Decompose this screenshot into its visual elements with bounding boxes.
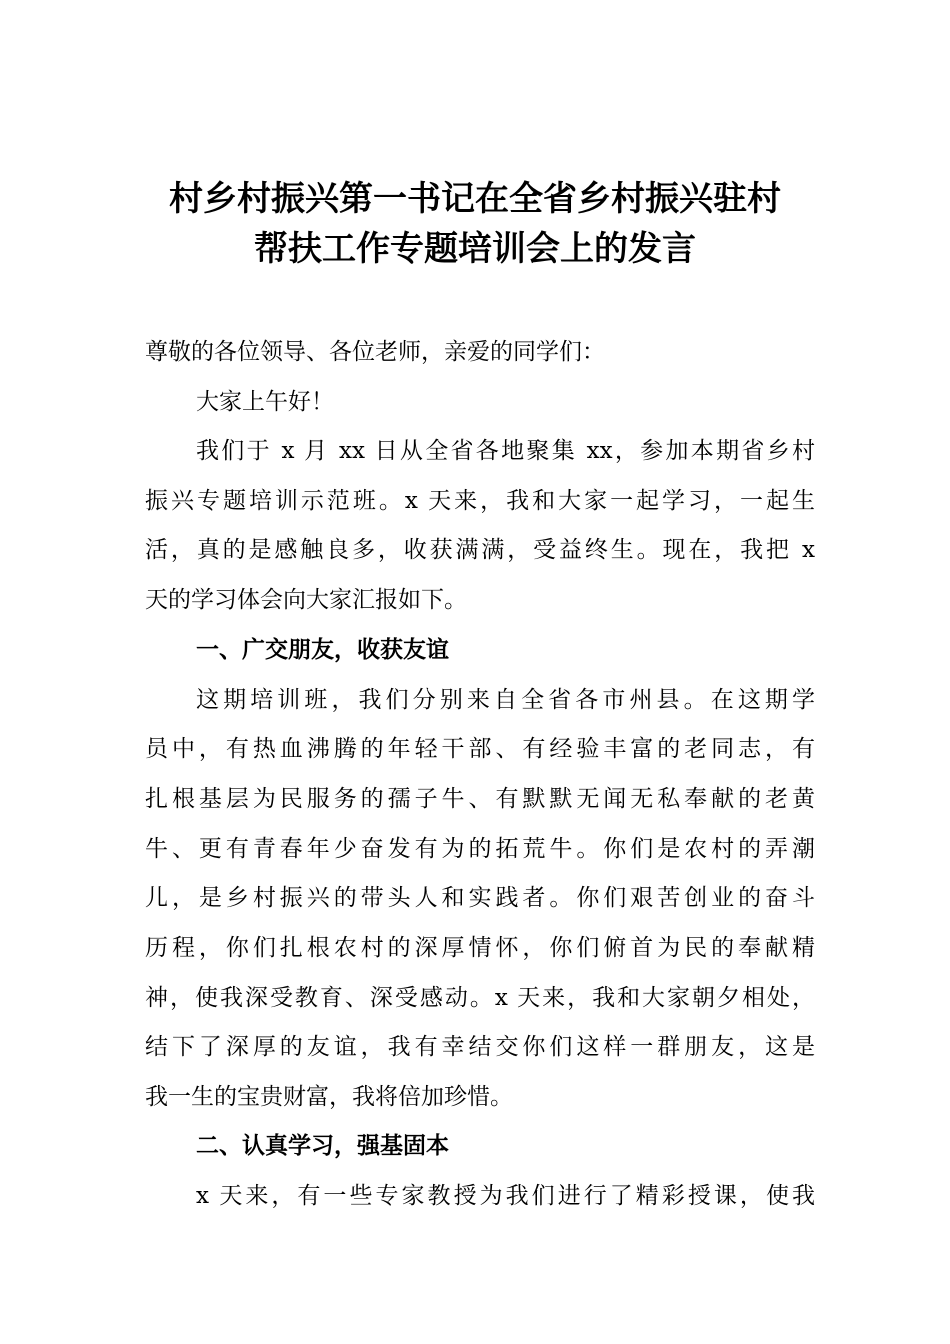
paragraph-line: 员中，有热血沸腾的年轻干部、有经验丰富的老同志，有 bbox=[145, 736, 815, 762]
paragraph-line: 神，使我深受教育、深受感动。x 天来，我和大家朝夕相处， bbox=[145, 985, 815, 1011]
paragraph-line: 扎根基层为民服务的孺子牛、有默默无闻无私奉献的老黄 bbox=[145, 786, 815, 812]
paragraph-line: 历程，你们扎根农村的深厚情怀，你们俯首为民的奉献精 bbox=[145, 935, 815, 961]
paragraph-line: 儿，是乡村振兴的带头人和实践者。你们艰苦创业的奋斗 bbox=[145, 885, 815, 911]
paragraph-line: 振兴专题培训示范班。x 天来，我和大家一起学习，一起生 bbox=[145, 488, 815, 514]
document-title-line-1: 村乡村振兴第一书记在全省乡村振兴驻村 bbox=[169, 179, 781, 219]
paragraph-line: 我一生的宝贵财富，我将倍加珍惜。 bbox=[145, 1084, 513, 1110]
paragraph-line: 结下了深厚的友谊，我有幸结交你们这样一群朋友，这是 bbox=[145, 1034, 815, 1060]
section-heading: 二、认真学习，强基固本 bbox=[196, 1133, 449, 1159]
greeting: 大家上午好！ bbox=[196, 389, 334, 415]
paragraph-line: 天的学习体会向大家汇报如下。 bbox=[145, 587, 467, 613]
section-heading: 一、广交朋友，收获友谊 bbox=[196, 637, 449, 663]
salutation: 尊敬的各位领导、各位老师，亲爱的同学们： bbox=[145, 339, 605, 365]
paragraph-line: 这期培训班，我们分别来自全省各市州县。在这期学 bbox=[196, 687, 815, 713]
document-title-line-2: 帮扶工作专题培训会上的发言 bbox=[254, 229, 696, 269]
paragraph-line: 我们于 x 月 xx 日从全省各地聚集 xx，参加本期省乡村 bbox=[196, 438, 815, 464]
paragraph-line: 牛、更有青春年少奋发有为的拓荒牛。你们是农村的弄潮 bbox=[145, 836, 815, 862]
paragraph-line: x 天来，有一些专家教授为我们进行了精彩授课，使我 bbox=[196, 1183, 815, 1209]
paragraph-line: 活，真的是感触良多，收获满满，受益终生。现在，我把 x bbox=[145, 537, 815, 563]
